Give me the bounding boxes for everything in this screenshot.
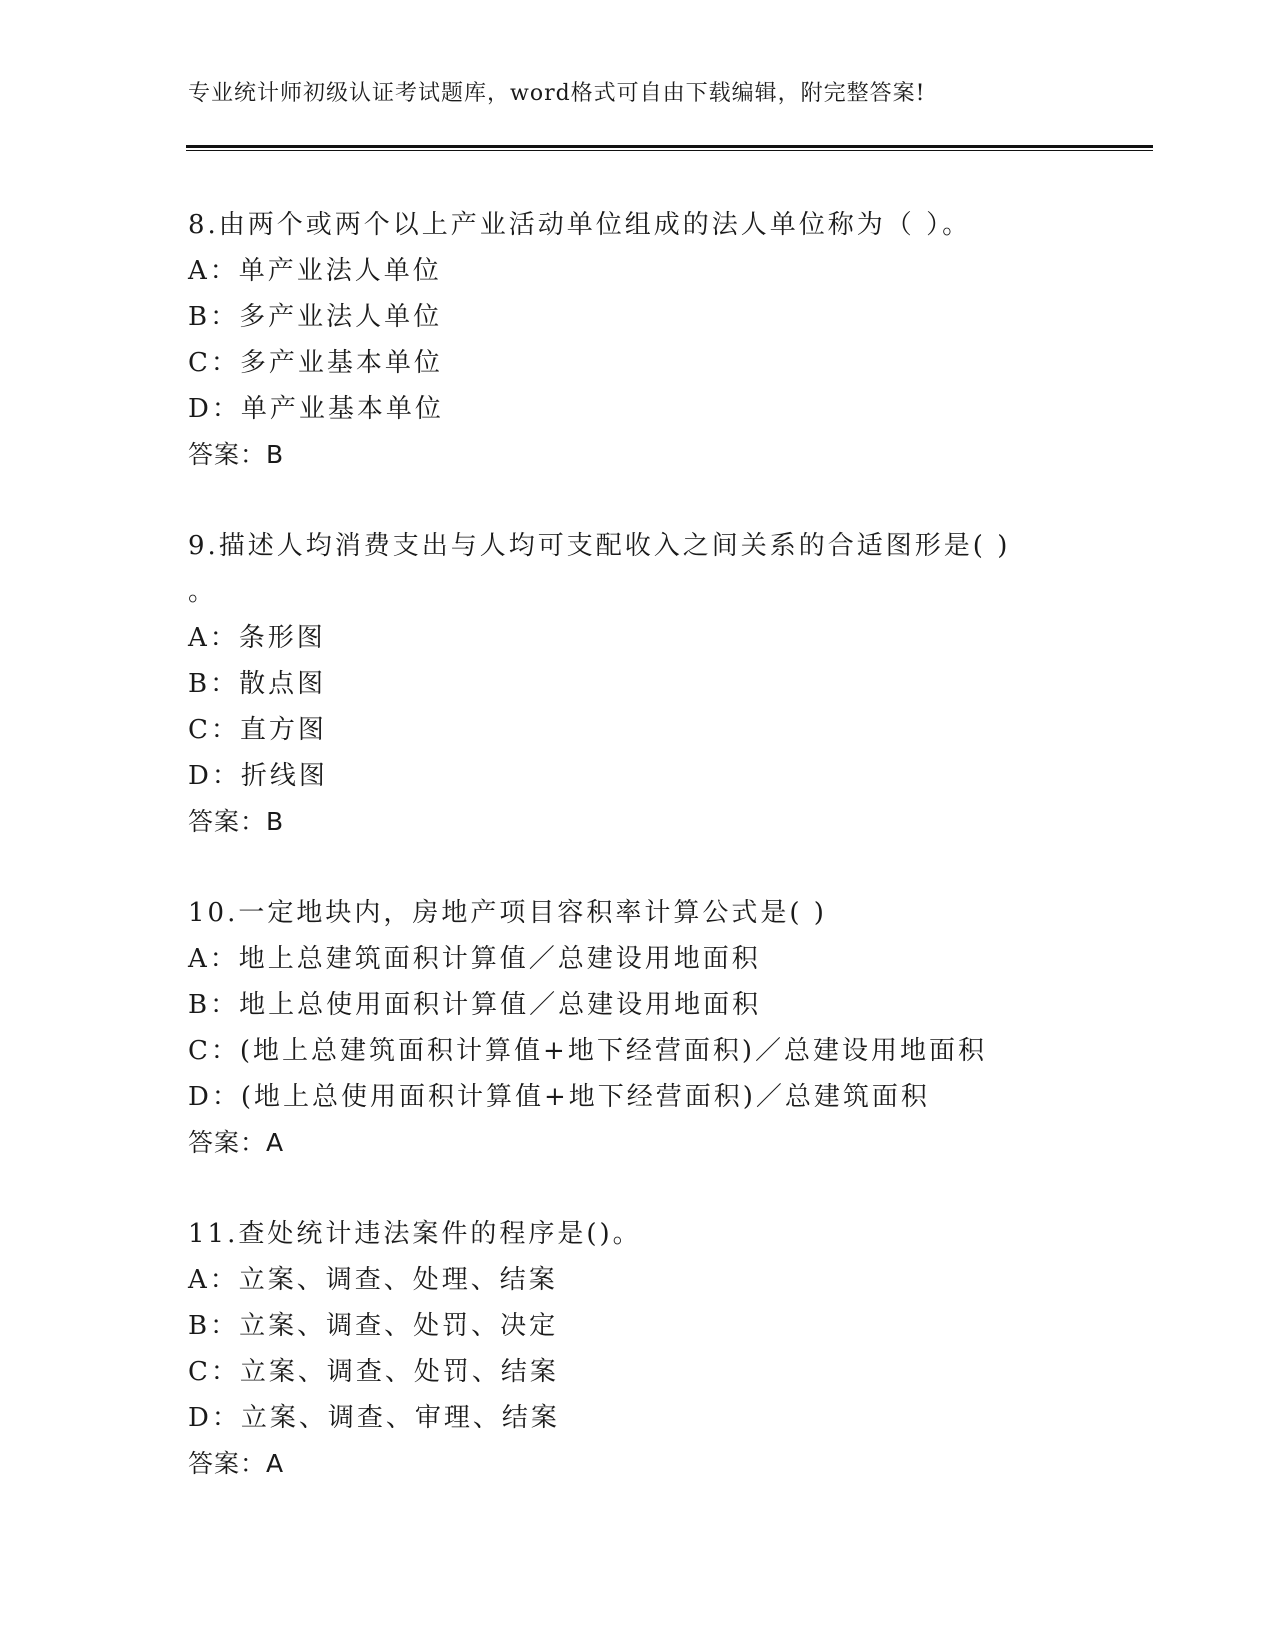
option-d: D：折线图 bbox=[188, 761, 328, 791]
answer: 答案：A bbox=[188, 1449, 285, 1478]
option-c: C：立案、调查、处罚、结案 bbox=[188, 1357, 559, 1387]
question-9 bbox=[188, 523, 1148, 845]
question-8 bbox=[188, 202, 1148, 478]
question-10 bbox=[188, 890, 1148, 1166]
question-stem: 8.由两个或两个以上产业活动单位组成的法人单位称为（ ）。 bbox=[188, 210, 972, 240]
question-stem: 11.查处统计违法案件的程序是()。 bbox=[188, 1219, 642, 1249]
question-stem: 10.一定地块内，房地产项目容积率计算公式是( ) bbox=[188, 898, 827, 928]
answer: 答案：A bbox=[188, 1128, 285, 1157]
option-c: C：直方图 bbox=[188, 715, 327, 745]
option-b: B：散点图 bbox=[188, 669, 327, 699]
question-stem: 9.描述人均消费支出与人均可支配收入之间关系的合适图形是( ) bbox=[188, 531, 1011, 561]
option-a: A：单产业法人单位 bbox=[188, 256, 442, 286]
option-d: D：单产业基本单位 bbox=[188, 394, 444, 424]
option-d: D：(地上总使用面积计算值+地下经营面积)／总建筑面积 bbox=[188, 1082, 930, 1112]
option-b: B：地上总使用面积计算值／总建设用地面积 bbox=[188, 990, 762, 1020]
question-stem-continuation: 。 bbox=[188, 577, 218, 607]
option-a: A：条形图 bbox=[188, 623, 326, 653]
option-c: C：(地上总建筑面积计算值+地下经营面积)／总建设用地面积 bbox=[188, 1036, 987, 1066]
answer: 答案：B bbox=[188, 807, 285, 836]
answer: 答案：B bbox=[188, 440, 285, 469]
option-a: A：地上总建筑面积计算值／总建设用地面积 bbox=[188, 944, 761, 974]
option-c: C：多产业基本单位 bbox=[188, 348, 443, 378]
question-11 bbox=[188, 1211, 1148, 1487]
header-text: 专业统计师初级认证考试题库，word格式可自由下载编辑，附完整答案! bbox=[188, 81, 926, 106]
question-list bbox=[188, 202, 1148, 1532]
option-d: D：立案、调查、审理、结案 bbox=[188, 1403, 560, 1433]
header-divider bbox=[186, 145, 1153, 151]
option-a: A：立案、调查、处理、结案 bbox=[188, 1265, 558, 1295]
option-b: B：立案、调查、处罚、决定 bbox=[188, 1311, 559, 1341]
option-b: B：多产业法人单位 bbox=[188, 302, 443, 332]
